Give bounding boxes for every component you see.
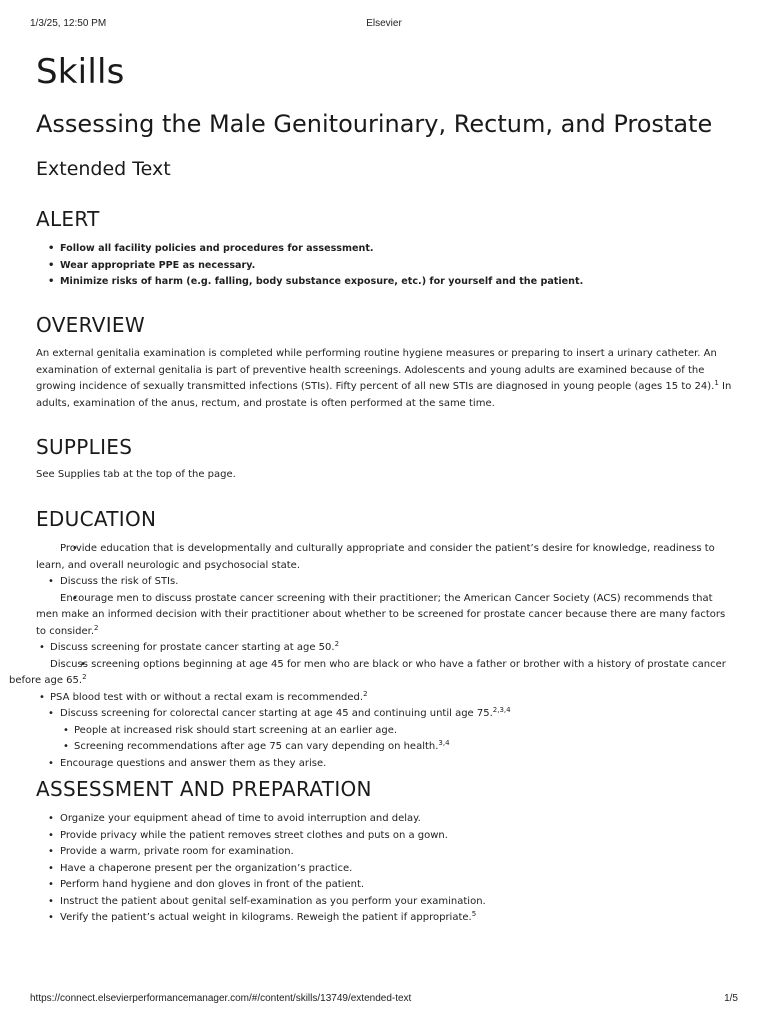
list-item [60,706,736,756]
overview-text-part2: In adults, examination of the anus, rectum, and prostate is often performed at the same time. [36,381,732,409]
document-page [9,50,736,923]
list-item [9,657,736,690]
assessment-item-text: Have a chaperone present per the organization’s practice. [60,862,353,874]
education-item-text: Discuss the risk of STIs. [60,576,179,587]
assessment-list [36,811,736,927]
list-item [60,811,736,828]
supplies-heading: SUPPLIES [36,435,133,459]
list-item [60,756,736,773]
assessment-item-text: Provide a warm, private room for examination. [60,846,294,857]
assessment-heading: ASSESSMENT AND PREPARATION [36,777,372,801]
list-item: • Follow all facility policies and procedures for assessment. [60,241,736,258]
education-list [9,541,736,772]
education-item-text: Provide education that is developmentally and culturally appropriate and consider the patient’s desire for knowledge, readiness to learn, and overall neurologic and psychosocial state. [36,543,715,571]
alert-section [36,206,736,291]
reference-marker[interactable]: 2 [363,689,368,698]
assessment-item-text: Verify the patient’s actual weight in kilograms. Reweigh the patient if appropriate. [60,912,472,923]
list-item [50,690,736,707]
list-item [74,723,736,740]
print-footer [30,993,738,1007]
reference-marker[interactable]: 5 [471,910,477,918]
assessment-section [36,776,736,927]
reference-marker[interactable]: 2 [334,640,340,648]
reference-marker[interactable]: 3,4 [438,739,450,747]
list-item [60,861,736,878]
print-header [30,18,738,32]
list-item [60,844,736,861]
education-sublist [60,723,736,756]
print-datetime: 1/3/25, 12:50 PM [30,18,107,29]
education-item-text: Discuss screening for colorectal cancer starting at age 45 and continuing until age 75. [60,708,493,719]
list-item [60,910,736,927]
education-sublist [9,640,736,706]
education-subitem-text: Discuss screening options beginning at age 45 for men who are black or who have a father or brother with a history of prostate cancer before age 65. [9,658,726,686]
education-subitem-text: PSA blood test with or without a rectal exam is recommended. [50,691,364,703]
list-item [60,877,736,894]
section-label: Skills [36,52,125,92]
education-subitem-text: Discuss screening for prostate cancer starting at age 50. [50,642,335,653]
education-heading: EDUCATION [36,507,157,531]
assessment-item-text: Perform hand hygiene and don gloves in front of the patient. [60,879,365,890]
supplies-section [36,434,736,484]
page-title: Assessing the Male Genitourinary, Rectum, and Prostate [36,110,713,138]
print-site-name: Elsevier [366,18,402,29]
reference-marker[interactable]: 2 [82,673,87,681]
page-subtitle: Extended Text [36,158,171,180]
list-item [50,640,736,657]
assessment-item-text: Organize your equipment ahead of time to avoid interruption and delay. [60,813,421,824]
overview-text-part1: An external genitalia examination is completed while performing routine hygiene measures or preparing to insert a urinary catheter. An examination of external genitalia is part of preventive health screenings. Adolescents and young adults are examined because of the growing incidence of sexually transmitted infections (STIs). Fifty percent of all new STIs are diagnosed in young people (ages 15 to 24). [36,348,717,392]
education-item-text: Encourage men to discuss prostate cancer screening with their practitioner; the American Cancer Society (ACS) recommends that men make an informed decision with their practitioner about whether to be screened for prostate cancer because there are many factors to consider. [36,592,726,637]
list-item [60,828,736,845]
education-subitem-text: Screening recommendations after age 75 can vary depending on health. [74,741,439,752]
alert-list [36,241,736,291]
assessment-item-text: Instruct the patient about genital self-examination as you perform your examination. [60,895,486,907]
overview-text [36,346,736,412]
reference-marker[interactable]: 2 [94,623,99,632]
supplies-text: See Supplies tab at the top of the page. [36,469,236,480]
overview-heading: OVERVIEW [36,313,145,337]
list-item: • Wear appropriate PPE as necessary. [60,258,736,275]
overview-section [36,312,736,412]
education-item-text: Encourage questions and answer them as they arise. [60,757,327,769]
list-item [9,591,736,707]
education-subitem-text: People at increased risk should start screening at an earlier age. [74,724,398,736]
list-item [36,541,736,574]
list-item: • Minimize risks of harm (e.g. falling, body substance exposure, etc.) for yourself and the patient. [60,274,736,291]
list-item [60,574,736,591]
assessment-item-text: Provide privacy while the patient removes street clothes and puts on a gown. [60,829,448,841]
list-item [74,739,736,756]
reference-marker[interactable]: 1 [714,379,719,387]
list-item [60,894,736,911]
print-url: https://connect.elsevierperformancemanager.com/#/content/skills/13749/extended-text [30,993,412,1004]
reference-marker[interactable]: 2,3,4 [492,706,511,714]
alert-heading: ALERT [36,207,100,231]
print-page-number: 1/5 [724,993,738,1004]
education-section [9,506,736,772]
